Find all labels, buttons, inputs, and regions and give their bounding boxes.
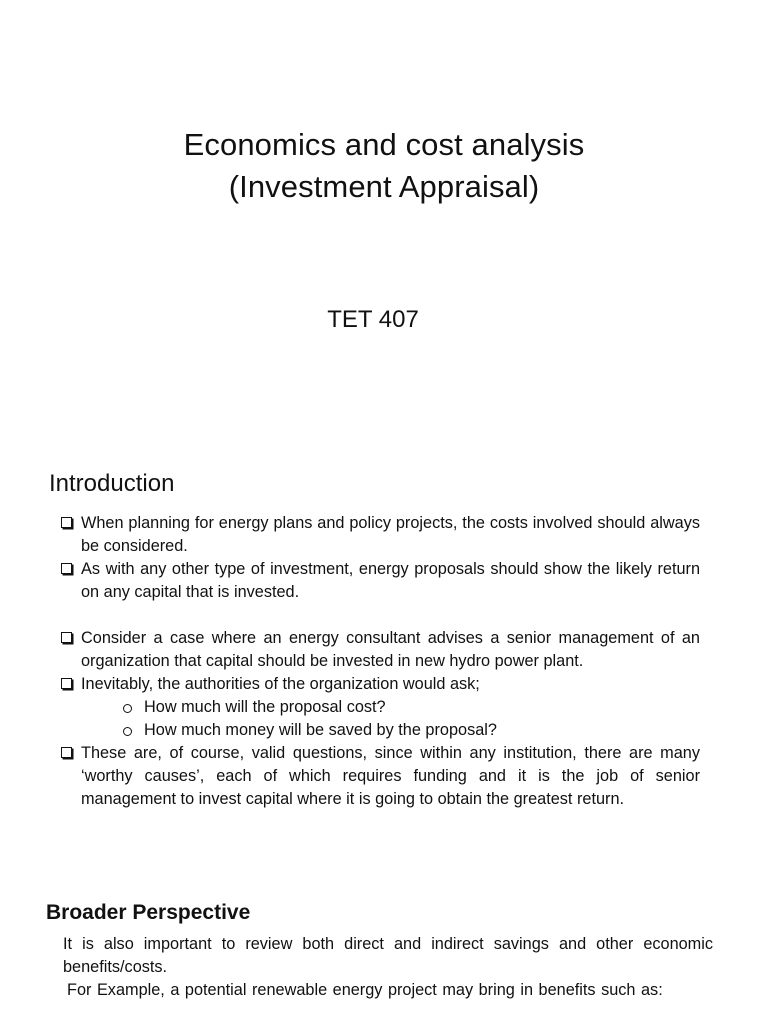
broader-perspective-body: [63, 933, 713, 1002]
checkbox-bullet-icon: [61, 563, 72, 574]
checkbox-bullet-icon: [61, 747, 72, 758]
list-item: [60, 558, 700, 604]
list-item: [60, 673, 700, 696]
title-line-1: Economics and cost analysis: [183, 127, 585, 162]
checkbox-bullet-icon: [61, 678, 72, 689]
broader-perspective-heading: Broader Perspective: [46, 901, 251, 924]
list-item-text: When planning for energy plans and policy projects, the costs involved should always be considered.: [81, 514, 700, 555]
title-line-2: (Investment Appraisal): [228, 169, 540, 204]
sub-list-item-text: How much money will be saved by the proposal?: [144, 721, 497, 739]
list-item: [60, 512, 700, 558]
hollow-circle-bullet-icon: [123, 704, 132, 713]
spacer: [60, 604, 700, 627]
sub-list-item-text: How much will the proposal cost?: [144, 698, 386, 716]
introduction-heading: Introduction: [49, 470, 175, 497]
list-item: [60, 627, 700, 673]
checkbox-bullet-icon: [61, 517, 72, 528]
list-item-text: Consider a case where an energy consultant advises a senior management of an organization that capital should be invested in new hydro power plant.: [81, 629, 700, 670]
broader-paragraph-2: For Example, a potential renewable energy project may bring in benefits such as:: [67, 981, 663, 999]
introduction-list: [60, 512, 700, 811]
sub-list-item: [60, 696, 700, 719]
broader-paragraph-1: It is also important to review both direct and indirect savings and other economic benefits/costs.: [63, 935, 713, 976]
list-item-text: Inevitably, the authorities of the organization would ask;: [81, 675, 480, 693]
checkbox-bullet-icon: [61, 632, 72, 643]
list-item-text: These are, of course, valid questions, since within any institution, there are many ‘worthy causes’, each of which requires funding and it is the job of senior management to invest capital where it is going to obtain the greatest return.: [81, 744, 700, 808]
list-item: [60, 742, 700, 811]
hollow-circle-bullet-icon: [123, 727, 132, 736]
sub-list-item: [60, 719, 700, 742]
course-code: TET 407: [327, 306, 419, 333]
document-title: [0, 124, 768, 208]
list-item-text: As with any other type of investment, energy proposals should show the likely return on any capital that is invested.: [81, 560, 700, 601]
